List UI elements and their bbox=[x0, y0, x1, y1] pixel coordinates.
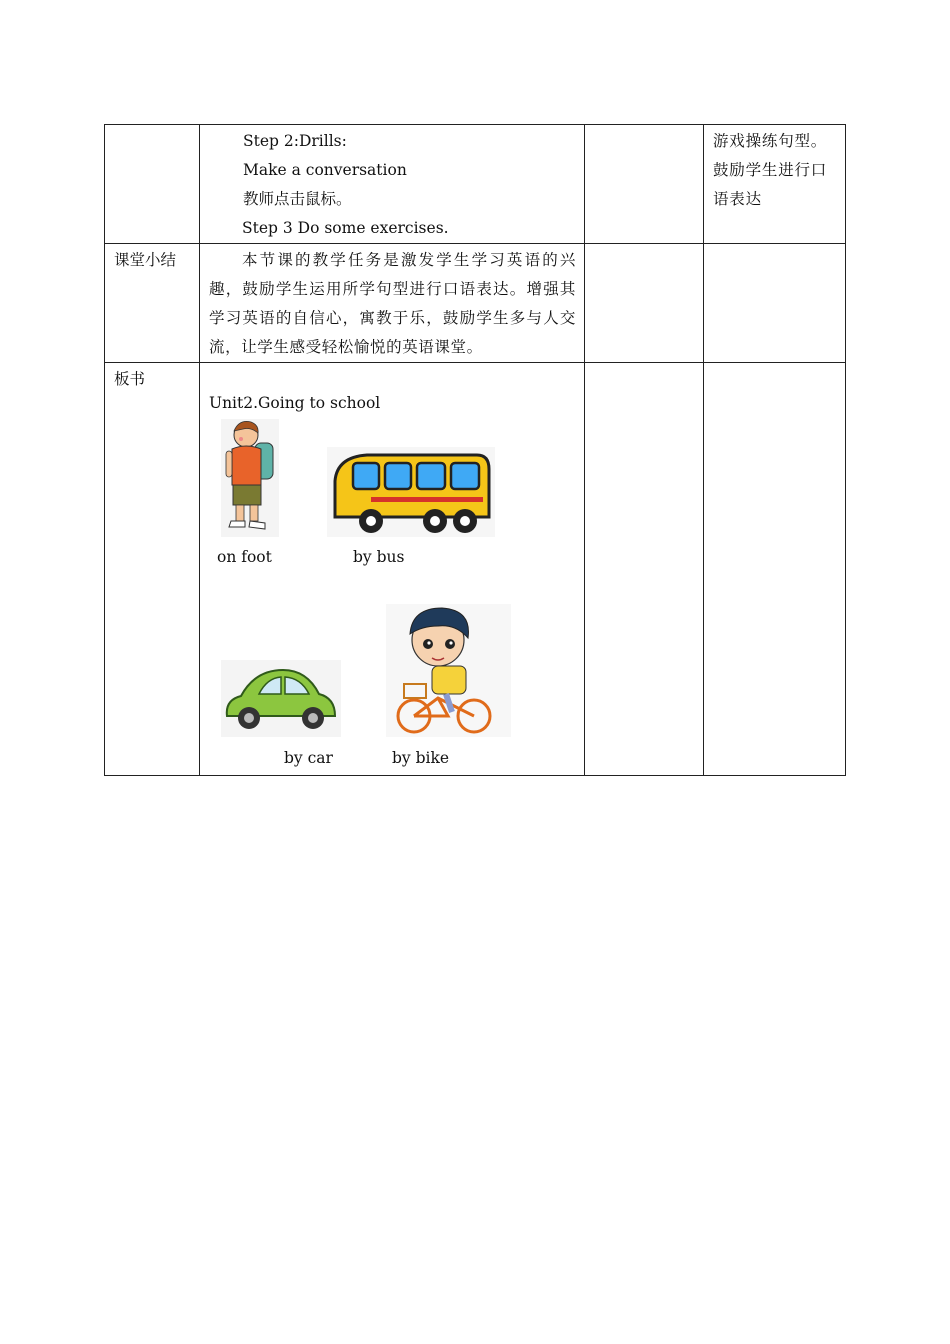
caption-by-car: by car bbox=[284, 749, 333, 767]
row-label-empty bbox=[105, 125, 200, 244]
step3-line: Step 3 Do some exercises. bbox=[242, 219, 449, 237]
drills-note bbox=[704, 125, 846, 244]
car-icon bbox=[221, 660, 341, 737]
note-line-2: 鼓励学生进行口 bbox=[713, 161, 828, 179]
teacher-click-line: 教师点击鼠标。 bbox=[243, 190, 352, 208]
note-line-3: 语表达 bbox=[713, 190, 762, 208]
drills-content bbox=[200, 125, 585, 244]
caption-by-bus: by bus bbox=[353, 548, 405, 566]
board-label-cell bbox=[105, 363, 200, 776]
table-row-summary bbox=[105, 244, 846, 363]
bike-boy-icon bbox=[386, 604, 511, 737]
caption-by-bike: by bike bbox=[392, 749, 450, 767]
table-row-board bbox=[105, 363, 846, 776]
empty-cell bbox=[704, 244, 846, 363]
board-label: 板书 bbox=[114, 370, 146, 388]
conversation-line: Make a conversation bbox=[243, 161, 407, 179]
lesson-plan-table bbox=[104, 124, 846, 776]
empty-cell bbox=[704, 363, 846, 776]
board-area bbox=[200, 363, 584, 775]
bus-icon bbox=[327, 447, 495, 537]
empty-cell bbox=[585, 363, 704, 776]
caption-on-foot: on foot bbox=[217, 548, 272, 566]
summary-label-cell bbox=[105, 244, 200, 363]
unit-title: Unit2.Going to school bbox=[209, 394, 381, 412]
board-content-cell bbox=[200, 363, 585, 776]
summary-label: 课堂小结 bbox=[114, 251, 177, 269]
note-line-1: 游戏操练句型。 bbox=[713, 132, 828, 150]
empty-cell bbox=[585, 125, 704, 244]
step2-line: Step 2:Drills: bbox=[243, 132, 347, 150]
walking-boy-icon bbox=[221, 419, 279, 537]
empty-cell bbox=[585, 244, 704, 363]
summary-text: 本节课的教学任务是激发学生学习英语的兴趣，鼓励学生运用所学句型进行口语表达。增强其学习英语的自信心，寓教于乐，鼓励学生多与人交流，让学生感受轻松愉悦的英语课堂。 bbox=[209, 251, 576, 356]
table-row-drills bbox=[105, 125, 846, 244]
summary-content-cell bbox=[200, 244, 585, 363]
